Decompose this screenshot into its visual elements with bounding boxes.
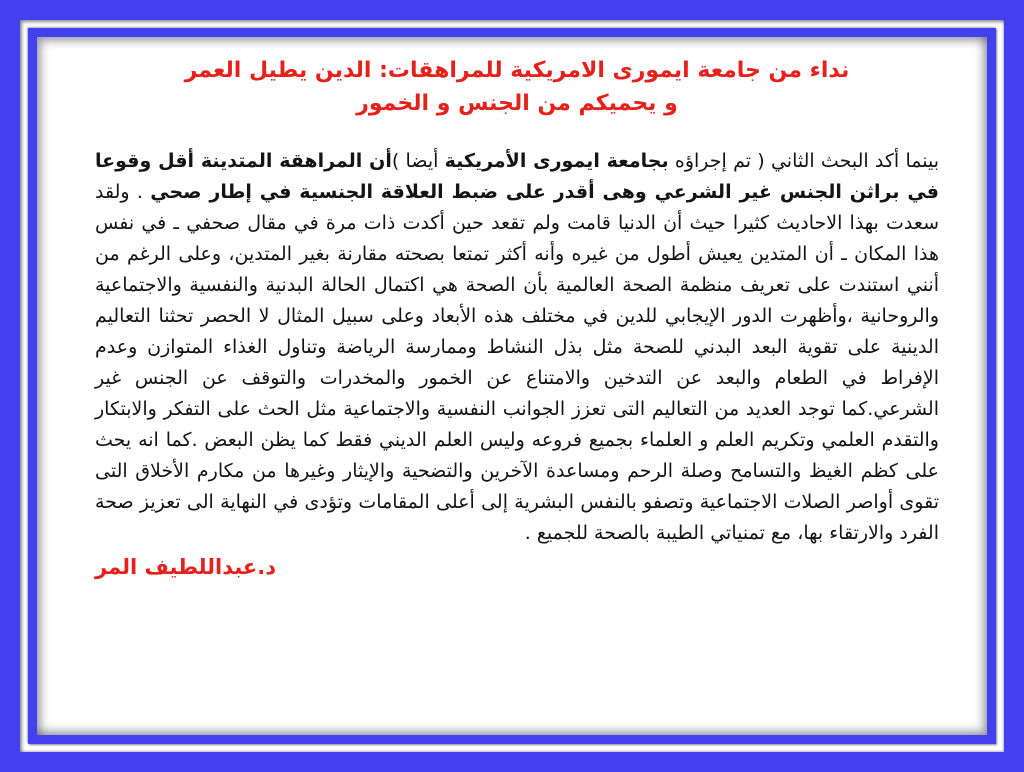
text-segment: . ولقد سعدت بهذا الاحاديث كثيرا حيث أن الدنيا قامت ولم تقعد حين أكدت ذات مرة في مقال صحفي ـ في نفس هذا المكان ـ أن المتدين يعيش أطول من غيره وأنه أكثر تمتعا بصحته مقارنة بغير المتدين، وعلى الرغم من أنني استندت على تعريف منظمة الصحة العالمية بأن الصحة هي اكتمال الحالة البدنية والنفسية والاجتماعية والروحانية ،وأظهرت الدور الإيجابي للدين في مختلف هذه الأبعاد وعلى سبيل المثال لا الحصر تحثنا التعاليم الدينية على تقوية البعد البدني للصحة مثل بذل النشاط وممارسة الرياضة وتناول الغذاء المتوازن وعدم الإفراط في الطعام والبعد عن التدخين والامتناع عن الخمور والمخدرات والتوقف عن الجنس غير الشرعي.كما توجد العديد من التعاليم التى تعزز الجوانب النفسية والاجتماعية مثل الحث على التفكر والابتكار والتقدم العلمي وتكريم العلم و العلماء بجميع فروعه وليس العلم الديني فقط كما يظن البعض .كما انه يحث على كظم الغيظ والتسامح وصلة الرحم ومساعدة الآخرين والتضحية والإيثار وغيرها من مكارم الأخلاق التى تقوى أواصر الصلات الاجتماعية وتصفو بالنفس البشرية إلى أعلى المقامات وتؤدى في النهاية الى تعزيز صحة الفرد والارتقاء بها، مع تمنياتي الطيبة بالصحة للجميع .: [95, 181, 939, 544]
page-title-line-1: نداء من جامعة ايمورى الامريكية للمراهقات: الدين يطيل العمر: [184, 58, 850, 83]
decorative-white-band: [20, 20, 1004, 752]
document-page: [37, 37, 987, 735]
page-title: [95, 54, 939, 120]
text-segment: بينما أكد البحث الثاني ( تم إجراؤه: [668, 150, 939, 172]
text-segment: أيضا ): [391, 150, 445, 172]
body-paragraph: [95, 146, 939, 549]
text-segment-bold: بجامعة ايمورى الأمريكية: [444, 150, 669, 172]
page-title-line-2: و يحميكم من الجنس و الخمور: [356, 91, 678, 116]
text-segment-bold: أن المراهقة المتدينة أقل وقوعا في براثن الجنس غير الشرعي وهى أقدر على ضبط العلاقة الجنسية في إطار صحي: [95, 150, 939, 203]
author-signature: د.عبداللطيف المر: [95, 555, 277, 579]
decorative-inner-frame: [28, 28, 996, 744]
